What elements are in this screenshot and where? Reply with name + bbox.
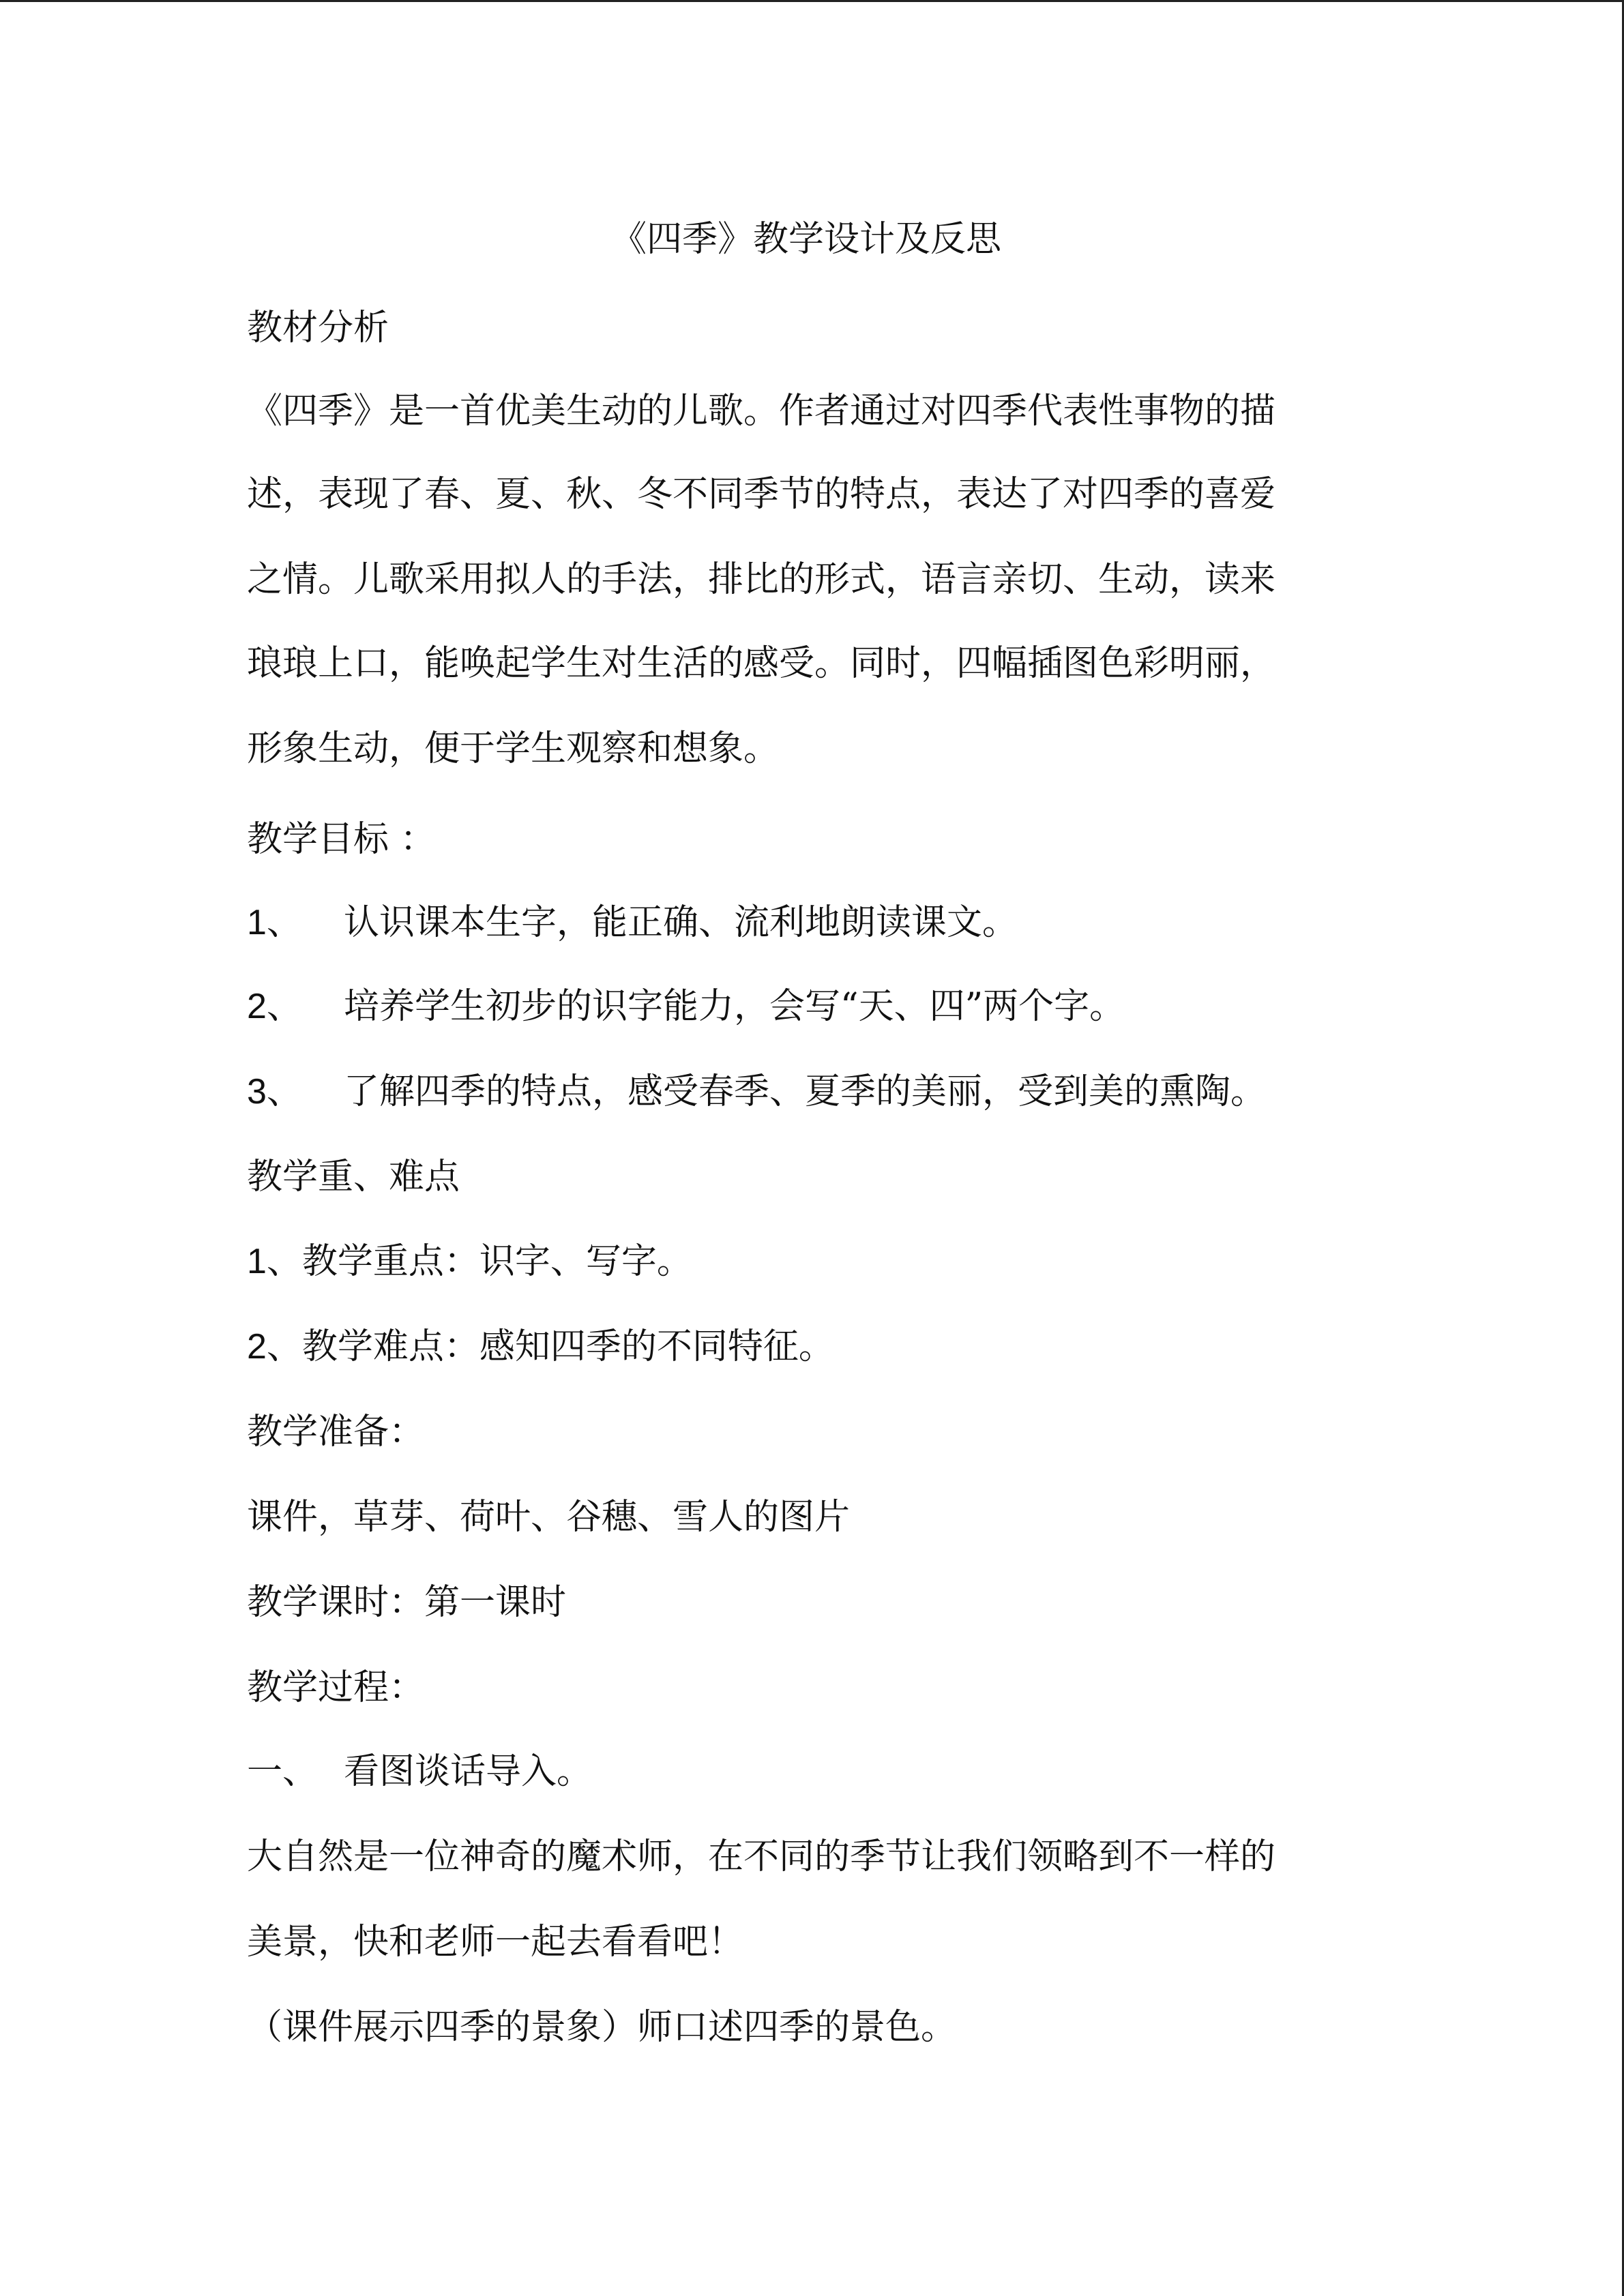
list-item-goal	[247, 983, 1125, 1030]
section-heading-prep: 教学准备：	[247, 1412, 425, 1452]
step-number: 一、	[247, 1751, 319, 1792]
list-number: 2、	[247, 987, 302, 1026]
section-heading-process: 教学过程：	[247, 1667, 425, 1708]
section-heading-goals: 教学目标 ：	[247, 819, 436, 860]
list-item-goal	[247, 1068, 1266, 1116]
list-number: 1、	[247, 903, 302, 942]
paragraph-line: （课件展示四季的景象）师口述四季的景色。	[247, 2007, 957, 2048]
prep-text: 课件，草芽、荷叶、谷穗、雪人的图片	[247, 1497, 851, 1538]
list-text: 、教学难点：感知四季的不同特征。	[266, 1326, 834, 1367]
step-heading	[247, 1748, 592, 1795]
paragraph-line: 《四季》是一首优美生动的儿歌。作者通过对四季代表性事物的描	[247, 391, 1276, 432]
section-heading-material: 教材分析	[247, 308, 389, 348]
list-text: 、教学重点：识字、写字。	[266, 1241, 692, 1282]
paragraph-line: 美景，快和老师一起去看看吧！	[247, 1922, 744, 1963]
list-item-keypoint	[247, 1323, 834, 1371]
list-text: 了解四季的特点，感受春季、夏季的美丽，受到美的熏陶。	[344, 1071, 1267, 1112]
paragraph-line: 琅琅上口，能唤起学生对生活的感受。同时，四幅插图色彩明丽，	[247, 643, 1276, 684]
document-title: 《四季》教学设计及反思	[610, 219, 1001, 260]
paragraph-line: 形象生动，便于学生观察和想象。	[247, 728, 780, 769]
list-item-goal	[247, 899, 1018, 946]
list-number: 1	[247, 1242, 267, 1281]
list-number: 2	[247, 1327, 267, 1367]
section-heading-keypoints: 教学重、难点	[247, 1157, 460, 1197]
paragraph-line: 之情。儿歌采用拟人的手法，排比的形式，语言亲切、生动，读来	[247, 559, 1276, 600]
list-item-keypoint	[247, 1238, 692, 1285]
step-text: 看图谈话导入。	[344, 1751, 593, 1792]
list-text: 培养学生初步的识字能力，会写“天、四”两个字。	[344, 986, 1125, 1027]
list-text: 认识课本生字，能正确、流利地朗读课文。	[344, 902, 1018, 943]
paragraph-line: 大自然是一位神奇的魔术师，在不同的季节让我们领略到不一样的	[247, 1836, 1276, 1877]
paragraph-line: 述，表现了春、夏、秋、冬不同季节的特点，表达了对四季的喜爱	[247, 474, 1276, 515]
period-text: 教学课时：第一课时	[247, 1582, 567, 1623]
list-number: 3、	[247, 1072, 302, 1112]
